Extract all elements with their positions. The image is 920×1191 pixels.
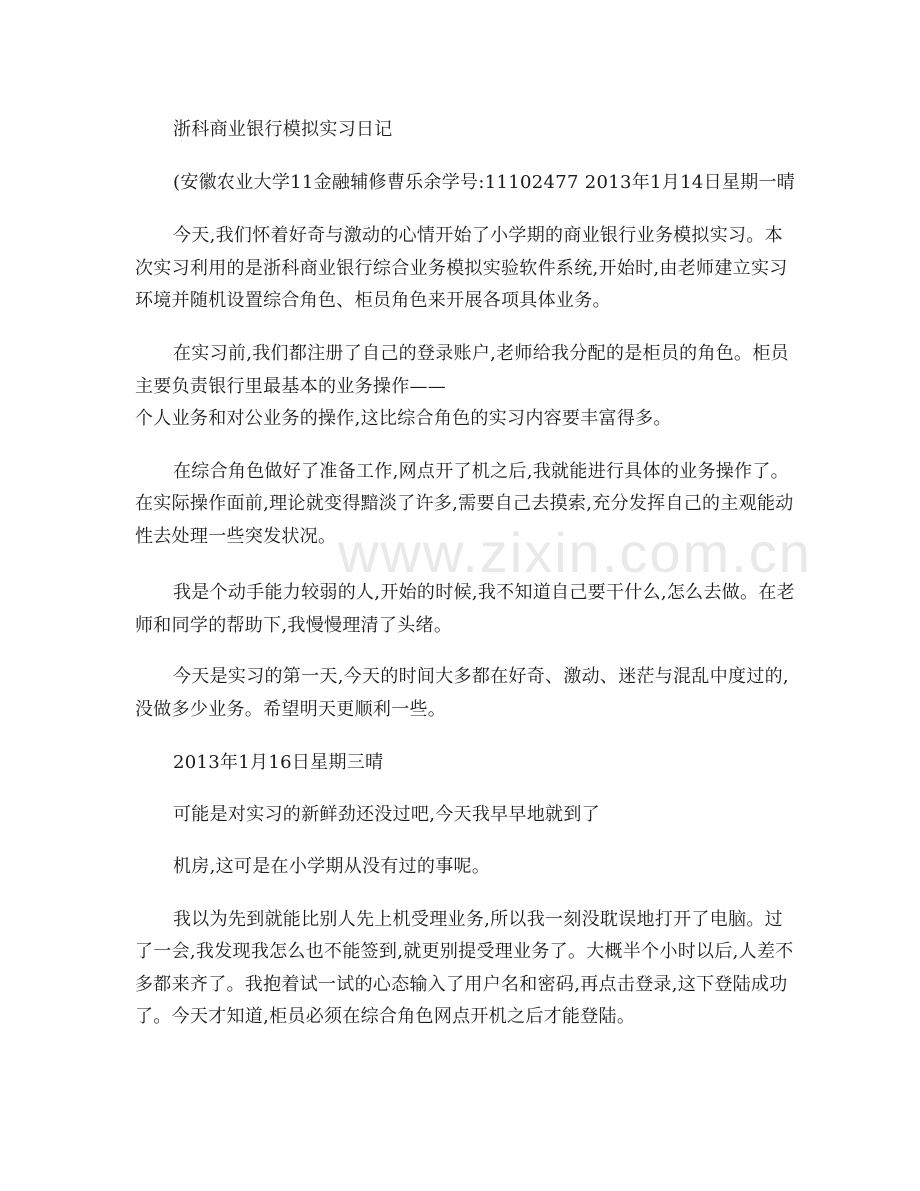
text-line: 我是个动手能力较弱的人,开始的时候,我不知道自己要干什么,怎么去做。在老 bbox=[173, 582, 795, 603]
text-line: 今天是实习的第一天,今天的时间大多都在好奇、激动、迷茫与混乱中度过的, bbox=[173, 666, 789, 687]
text-line: 在实际操作面前,理论就变得黯淡了许多,需要自己去摸索,充分发挥自己的主观能动 bbox=[135, 493, 794, 514]
text-line: 多都来齐了。我抱着试一试的心态输入了用户名和密码,再点击登录,这下登陆成功 bbox=[135, 974, 788, 995]
text-line: 个人业务和对公业务的操作,这比综合角色的实习内容要丰富得多。 bbox=[135, 408, 672, 429]
text-line: 机房,这可是在小学期从没有过的事呢。 bbox=[173, 856, 491, 877]
text-line: 我以为先到就能比别人先上机受理业务,所以我一刻没耽误地打开了电脑。过 bbox=[173, 909, 783, 930]
document-title: 浙科商业银行模拟实习日记 bbox=[173, 119, 393, 140]
author-line: (安徽农业大学11金融辅修曹乐余学号:11102477 2013年1月14日星期一晴 bbox=[173, 172, 796, 193]
text-line: 主要负责银行里最基本的业务操作—— bbox=[135, 376, 447, 397]
text-line: 了一会,我发现我怎么也不能签到,就更别提受理业务了。大概半个小时以后,人差不 bbox=[135, 941, 794, 962]
text-line: 在实习前,我们都注册了自己的登录账户,老师给我分配的是柜员的角色。柜员 bbox=[173, 343, 789, 364]
text-line: 没做多少业务。希望明天更顺利一些。 bbox=[135, 699, 447, 720]
date-heading: 2013年1月16日星期三晴 bbox=[173, 752, 384, 773]
text-line: 环境并随机设置综合角色、柜员角色来开展各项具体业务。 bbox=[135, 290, 611, 311]
text-line: 在综合角色做好了准备工作,网点开了机之后,我就能进行具体的业务操作了。 bbox=[173, 461, 789, 482]
text-line: 性去处理一些突发状况。 bbox=[135, 526, 337, 547]
text-line: 今天,我们怀着好奇与激动的心情开始了小学期的商业银行业务模拟实习。本 bbox=[173, 225, 783, 246]
watermark: www.zixin.com.cn bbox=[338, 521, 812, 584]
text-line: 次实习利用的是浙科商业银行综合业务模拟实验软件系统,开始时,由老师建立实习 bbox=[135, 258, 788, 279]
text-line: 可能是对实习的新鲜劲还没过吧,今天我早早地就到了 bbox=[173, 804, 600, 825]
text-line: 师和同学的帮助下,我慢慢理清了头绪。 bbox=[135, 615, 453, 636]
text-line: 了。今天才知道,柜员必须在综合角色网点开机之后才能登陆。 bbox=[135, 1006, 636, 1027]
